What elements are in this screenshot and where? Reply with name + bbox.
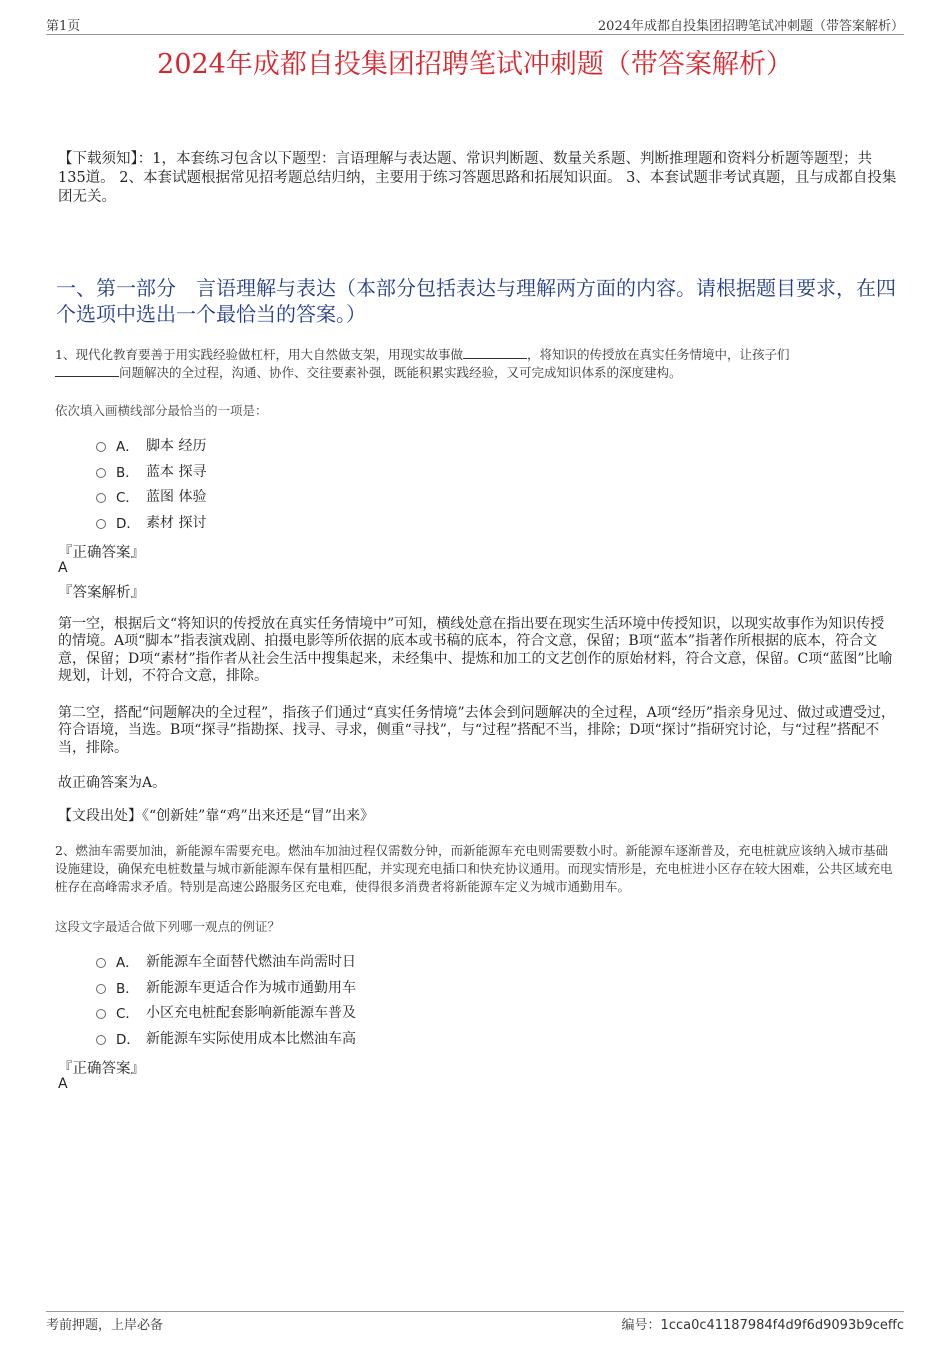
document-title: 2024年成都自投集团招聘笔试冲刺题（带答案解析）	[157, 49, 793, 80]
q1-option-a[interactable]: A． 脚本 经历	[96, 432, 206, 458]
blank-1	[463, 346, 527, 359]
footer-slogan: 考前押题，上岸必备	[46, 1317, 164, 1333]
q1-option-c[interactable]: C． 蓝图 体验	[96, 483, 206, 509]
section-title: 一、第一部分 言语理解与表达（本部分包括表达与理解两方面的内容。请根据题目要求，在四个选项中选出一个最恰当的答案。）	[56, 276, 896, 326]
header-doc-title: 2024年成都自投集团招聘笔试冲刺题（带答案解析）	[597, 18, 904, 34]
page-footer	[46, 1311, 904, 1332]
q1-answer: A	[58, 560, 68, 576]
radio-icon[interactable]	[96, 1009, 106, 1019]
q1-answer-label: 『正确答案』	[58, 545, 145, 561]
q1-conclusion: 故正确答案为A。	[58, 775, 167, 791]
download-notice: 【下载须知】：1，本套练习包含以下题型：言语理解与表达题、常识判断题、数量关系题、判断推理题和资料分析题等题型；共135道。 2、本套试题根据常见招考题总结归纳，主要用于练习答题思路和拓展知识面。 3、本套试题非考试真题，且与成都自投集团无关。	[58, 151, 897, 205]
q1-analysis-paragraph: 第一空，根据后文“将知识的传授放在真实任务情境中”可知，横线处意在指出要在现实生活环境中传授知识，以现实故事作为知识传授的情境。A项“脚本”指表演戏剧、拍摄电影等所依据的底本或书稿的底本，符合文意，保留；B项“蓝本”指著作所根据的底本，符合文意，保留；D项“素材”指作者从社会生活中搜集起来，未经集中、提炼和加工的文艺创作的原始材料，符合文意，保留。C项“蓝图”比喻规划，计划，不符合文意，排除。	[58, 616, 893, 684]
radio-icon[interactable]	[96, 984, 106, 994]
q1-option-b[interactable]: B． 蓝本 探寻	[96, 458, 206, 484]
q2-option-a[interactable]: A． 新能源车全面替代燃油车尚需时日	[96, 948, 356, 974]
radio-icon[interactable]	[96, 493, 106, 503]
question-2-text: 2、燃油车需要加油，新能源车需要充电。燃油车加油过程仅需数分钟，而新能源车充电则需要数小时。新能源车逐渐普及，充电桩就应该纳入城市基础设施建设，确保充电桩数量与城市新能源车保有量相匹配，并实现充电插口和快充协议通用。而现实情形是，充电桩进小区存在较大困难，公共区域充电桩存在高峰需求矛盾。特别是高速公路服务区充电难，使得很多消费者将新能源车定义为城市通勤用车。	[55, 843, 893, 894]
q2-option-c[interactable]: C． 小区充电桩配套影响新能源车普及	[96, 999, 356, 1025]
q2-answer: A	[58, 1076, 68, 1092]
footer-doc-id: 编号：1cca0c41187984f4d9f6d9093b9ceffc	[621, 1317, 904, 1333]
question-1-options	[96, 432, 206, 535]
radio-icon[interactable]	[96, 1035, 106, 1045]
question-2-prompt: 这段文字最适合做下列哪一观点的例证？	[55, 919, 281, 934]
question-1-prompt: 依次填入画横线部分最恰当的一项是：	[55, 403, 268, 418]
q1-analysis-paragraph: 第二空，搭配“问题解决的全过程”，指孩子们通过“真实任务情境”去体会到问题解决的全过程，A项“经历”指亲身见过、做过或遭受过，符合语境，当选。B项“探寻”指勘探、找寻、寻求，侧重“寻找”，与“过程”搭配不当，排除；D项“探讨”指研究讨论，与“过程”搭配不当，排除。	[58, 705, 896, 756]
question-1-text: 1、现代化教育要善于用实践经验做杠杆，用大自然做支架，用现实故事做 ，将知识的传授放在真实任务情境中，让孩子们 问题解决的全过程，沟通、协作、交往要素补强，既能积累实践经验，又可完成知识体系的深度建构。	[55, 347, 790, 380]
radio-icon[interactable]	[96, 958, 106, 968]
page-header	[46, 14, 904, 35]
radio-icon[interactable]	[96, 468, 106, 478]
q2-answer-label: 『正确答案』	[58, 1061, 145, 1077]
q1-analysis-label: 『答案解析』	[58, 585, 145, 601]
blank-2	[55, 364, 119, 377]
q1-source: 【文段出处】《“创新娃”靠“鸡”出来还是“冒”出来》	[58, 808, 374, 824]
page-number: 第1页	[46, 18, 81, 34]
radio-icon[interactable]	[96, 519, 106, 529]
q1-option-d[interactable]: D． 素材 探讨	[96, 509, 206, 535]
q2-option-d[interactable]: D． 新能源车实际使用成本比燃油车高	[96, 1025, 356, 1051]
radio-icon[interactable]	[96, 442, 106, 452]
q2-option-b[interactable]: B． 新能源车更适合作为城市通勤用车	[96, 974, 356, 1000]
question-2-options	[96, 948, 356, 1051]
